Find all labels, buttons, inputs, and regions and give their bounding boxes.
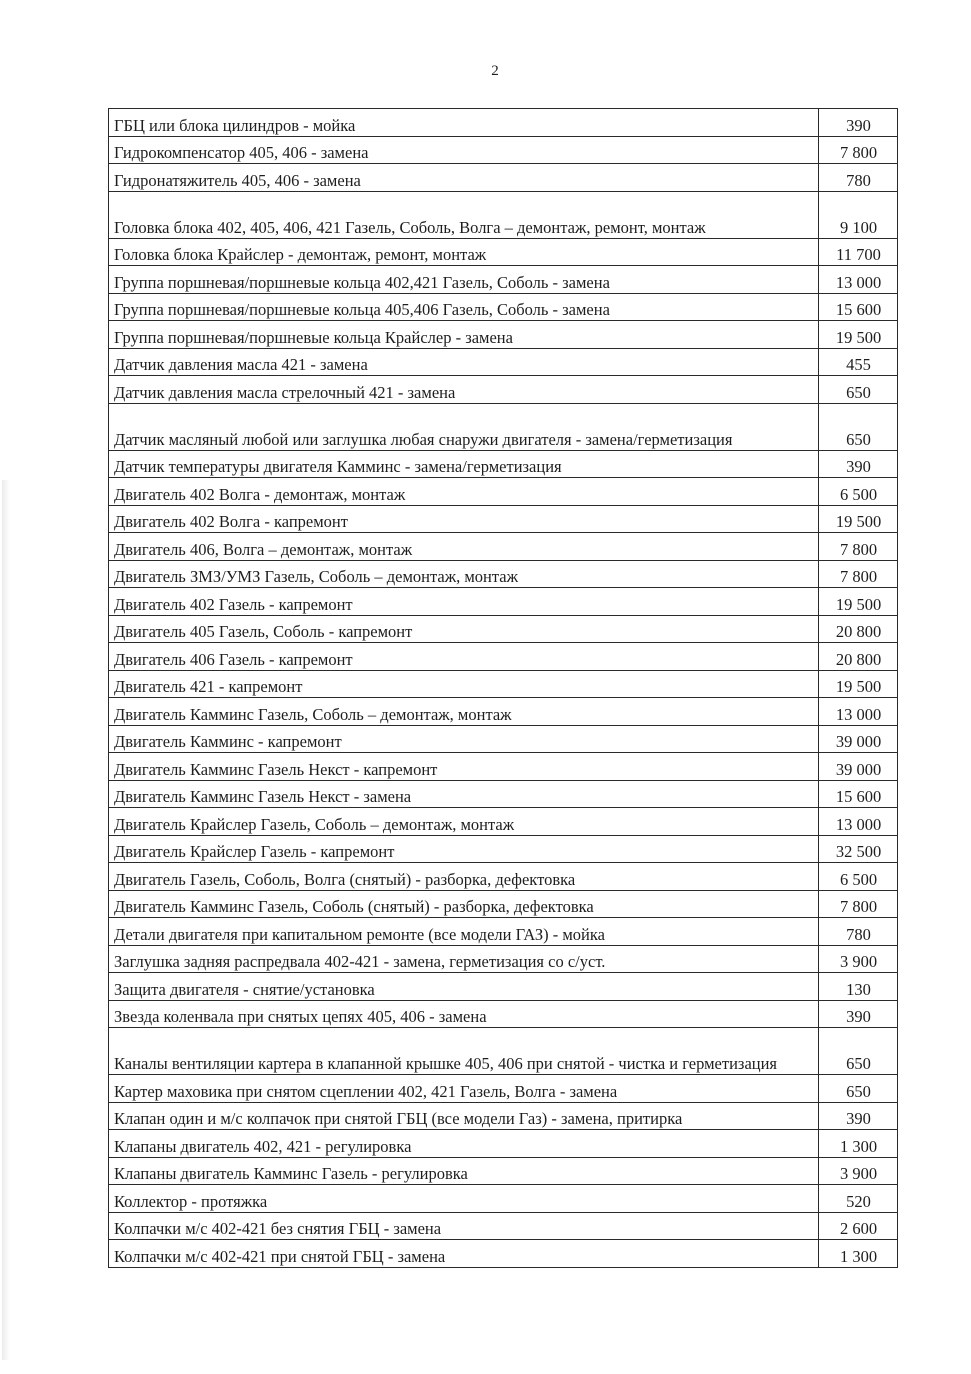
- table-row: [109, 450, 898, 478]
- price-cell: 390: [819, 1000, 898, 1028]
- service-name-cell: Колпачки м/с 402-421 при снятой ГБЦ - замена: [109, 1240, 819, 1268]
- price-cell: 6 500: [819, 863, 898, 891]
- price-cell: 15 600: [819, 293, 898, 321]
- table-row: [109, 321, 898, 349]
- table-row: [109, 376, 898, 404]
- table-row: [109, 1130, 898, 1158]
- service-name-cell: Звезда коленвала при снятых цепях 405, 406 - замена: [109, 1000, 819, 1028]
- price-table-body: [109, 109, 898, 1268]
- price-cell: 390: [819, 109, 898, 137]
- price-cell: 650: [819, 1075, 898, 1103]
- service-name-cell: Клапаны двигатель 402, 421 - регулировка: [109, 1130, 819, 1158]
- service-name-cell: Двигатель Камминс Газель, Соболь (снятый) - разборка, дефектовка: [109, 890, 819, 918]
- table-row: [109, 918, 898, 946]
- table-row: [109, 890, 898, 918]
- price-cell: 13 000: [819, 808, 898, 836]
- service-name-cell: ГБЦ или блока цилиндров - мойка: [109, 109, 819, 137]
- table-row: [109, 1185, 898, 1213]
- price-cell: 130: [819, 973, 898, 1001]
- service-name-cell: Двигатель Камминс - капремонт: [109, 725, 819, 753]
- service-name-cell: Клапан один и м/с колпачок при снятой ГБЦ (все модели Газ) - замена, притирка: [109, 1102, 819, 1130]
- price-cell: 6 500: [819, 478, 898, 506]
- price-cell: 780: [819, 164, 898, 192]
- table-row: [109, 560, 898, 588]
- price-cell: 650: [819, 403, 898, 450]
- price-cell: 19 500: [819, 670, 898, 698]
- price-cell: 7 800: [819, 560, 898, 588]
- price-cell: 7 800: [819, 533, 898, 561]
- table-row: [109, 808, 898, 836]
- service-name-cell: Датчик давления масла стрелочный 421 - замена: [109, 376, 819, 404]
- table-row: [109, 863, 898, 891]
- service-name-cell: Головка блока 402, 405, 406, 421 Газель, Соболь, Волга – демонтаж, ремонт, монтаж: [109, 191, 819, 238]
- price-cell: 13 000: [819, 266, 898, 294]
- price-cell: 3 900: [819, 945, 898, 973]
- service-name-cell: Группа поршневая/поршневые кольца Крайслер - замена: [109, 321, 819, 349]
- price-cell: 11 700: [819, 238, 898, 266]
- table-row: [109, 136, 898, 164]
- service-name-cell: Двигатель 406, Волга – демонтаж, монтаж: [109, 533, 819, 561]
- table-row: [109, 1075, 898, 1103]
- table-row: [109, 698, 898, 726]
- table-row: [109, 780, 898, 808]
- table-row: [109, 1240, 898, 1268]
- service-name-cell: Датчик давления масла 421 - замена: [109, 348, 819, 376]
- table-row: [109, 1157, 898, 1185]
- service-name-cell: Двигатель Крайслер Газель, Соболь – демонтаж, монтаж: [109, 808, 819, 836]
- table-row: [109, 164, 898, 192]
- table-row: [109, 348, 898, 376]
- table-row: [109, 191, 898, 238]
- table-row: [109, 478, 898, 506]
- service-name-cell: Двигатель 406 Газель - капремонт: [109, 643, 819, 671]
- price-cell: 390: [819, 1102, 898, 1130]
- service-name-cell: Двигатель ЗМЗ/УМЗ Газель, Соболь – демонтаж, монтаж: [109, 560, 819, 588]
- table-row: [109, 753, 898, 781]
- service-name-cell: Клапаны двигатель Камминс Газель - регулировка: [109, 1157, 819, 1185]
- table-row: [109, 533, 898, 561]
- table-row: [109, 670, 898, 698]
- price-cell: 650: [819, 1028, 898, 1075]
- service-name-cell: Двигатель Камминс Газель Некст - капремонт: [109, 753, 819, 781]
- service-name-cell: Двигатель 402 Волга - демонтаж, монтаж: [109, 478, 819, 506]
- service-name-cell: Двигатель Крайслер Газель - капремонт: [109, 835, 819, 863]
- price-cell: 3 900: [819, 1157, 898, 1185]
- service-name-cell: Коллектор - протяжка: [109, 1185, 819, 1213]
- table-row: [109, 403, 898, 450]
- table-row: [109, 973, 898, 1001]
- price-cell: 9 100: [819, 191, 898, 238]
- table-row: [109, 588, 898, 616]
- price-cell: 20 800: [819, 643, 898, 671]
- service-name-cell: Двигатель 402 Газель - капремонт: [109, 588, 819, 616]
- table-row: [109, 643, 898, 671]
- scan-edge-shadow: [2, 480, 10, 1360]
- service-name-cell: Двигатель 402 Волга - капремонт: [109, 505, 819, 533]
- table-row: [109, 615, 898, 643]
- table-row: [109, 1000, 898, 1028]
- price-table: [108, 108, 898, 1268]
- price-cell: 520: [819, 1185, 898, 1213]
- table-row: [109, 835, 898, 863]
- service-name-cell: Каналы вентиляции картера в клапанной крышке 405, 406 при снятой - чистка и герметизация: [109, 1028, 819, 1075]
- price-cell: 13 000: [819, 698, 898, 726]
- service-name-cell: Двигатель Газель, Соболь, Волга (снятый) - разборка, дефектовка: [109, 863, 819, 891]
- table-row: [109, 505, 898, 533]
- service-name-cell: Датчик масляный любой или заглушка любая снаружи двигателя - замена/герметизация: [109, 403, 819, 450]
- price-cell: 780: [819, 918, 898, 946]
- service-name-cell: Гидрокомпенсатор 405, 406 - замена: [109, 136, 819, 164]
- service-name-cell: Датчик температуры двигателя Камминс - замена/герметизация: [109, 450, 819, 478]
- price-cell: 19 500: [819, 505, 898, 533]
- price-cell: 7 800: [819, 890, 898, 918]
- price-cell: 39 000: [819, 725, 898, 753]
- price-cell: 39 000: [819, 753, 898, 781]
- service-name-cell: Двигатель Камминс Газель Некст - замена: [109, 780, 819, 808]
- price-cell: 19 500: [819, 321, 898, 349]
- table-row: [109, 1028, 898, 1075]
- price-cell: 32 500: [819, 835, 898, 863]
- price-cell: 1 300: [819, 1240, 898, 1268]
- price-cell: 390: [819, 450, 898, 478]
- table-row: [109, 1212, 898, 1240]
- price-cell: 2 600: [819, 1212, 898, 1240]
- service-name-cell: Двигатель 405 Газель, Соболь - капремонт: [109, 615, 819, 643]
- table-row: [109, 725, 898, 753]
- table-row: [109, 238, 898, 266]
- service-name-cell: Гидронатяжитель 405, 406 - замена: [109, 164, 819, 192]
- service-name-cell: Группа поршневая/поршневые кольца 405,406 Газель, Соболь - замена: [109, 293, 819, 321]
- page-number: 2: [491, 63, 499, 79]
- service-name-cell: Колпачки м/с 402-421 без снятия ГБЦ - замена: [109, 1212, 819, 1240]
- service-name-cell: Двигатель 421 - капремонт: [109, 670, 819, 698]
- price-cell: 1 300: [819, 1130, 898, 1158]
- service-name-cell: Головка блока Крайслер - демонтаж, ремонт, монтаж: [109, 238, 819, 266]
- price-cell: 7 800: [819, 136, 898, 164]
- service-name-cell: Группа поршневая/поршневые кольца 402,421 Газель, Соболь - замена: [109, 266, 819, 294]
- service-name-cell: Двигатель Камминс Газель, Соболь – демонтаж, монтаж: [109, 698, 819, 726]
- price-cell: 19 500: [819, 588, 898, 616]
- table-row: [109, 293, 898, 321]
- service-name-cell: Заглушка задняя распредвала 402-421 - замена, герметизация со с/уст.: [109, 945, 819, 973]
- price-cell: 650: [819, 376, 898, 404]
- service-name-cell: Детали двигателя при капитальном ремонте (все модели ГАЗ) - мойка: [109, 918, 819, 946]
- price-cell: 20 800: [819, 615, 898, 643]
- table-row: [109, 109, 898, 137]
- table-row: [109, 266, 898, 294]
- service-name-cell: Защита двигателя - снятие/установка: [109, 973, 819, 1001]
- price-cell: 455: [819, 348, 898, 376]
- service-name-cell: Картер маховика при снятом сцеплении 402, 421 Газель, Волга - замена: [109, 1075, 819, 1103]
- table-row: [109, 945, 898, 973]
- price-cell: 15 600: [819, 780, 898, 808]
- table-row: [109, 1102, 898, 1130]
